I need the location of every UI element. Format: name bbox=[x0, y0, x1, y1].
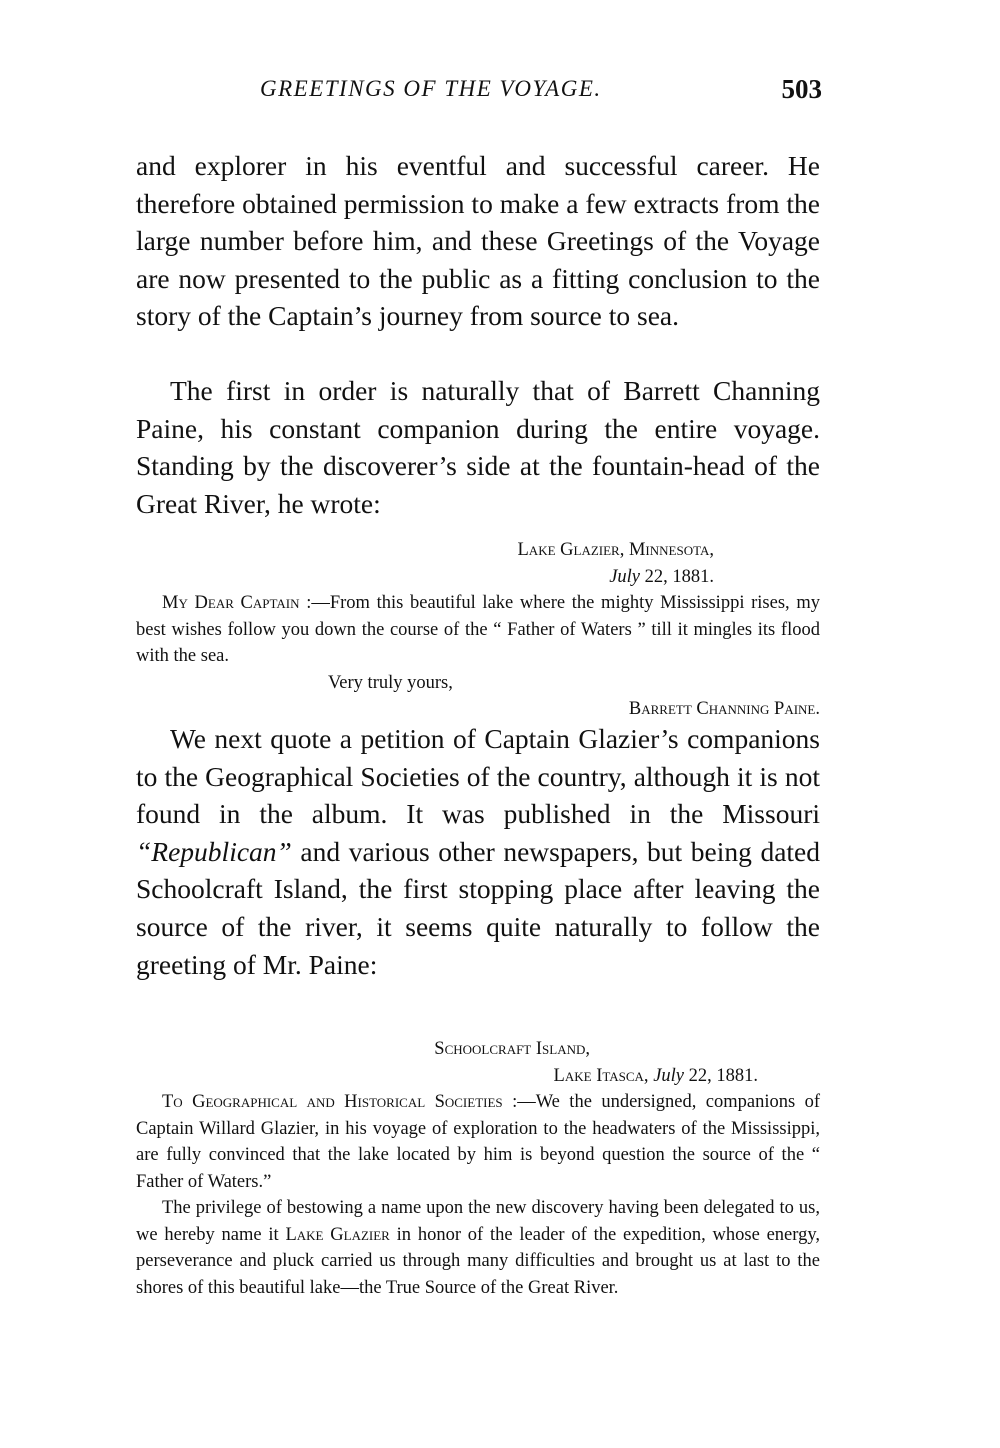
page-number: 503 bbox=[781, 74, 822, 104]
petition-place-2 bbox=[136, 1063, 820, 1090]
petition-body-1 bbox=[136, 1089, 820, 1195]
petition-place-1: Schoolcraft Island, bbox=[434, 1039, 590, 1059]
petition-body-2 bbox=[136, 1195, 820, 1301]
date-rest: 22, 1881. bbox=[640, 566, 714, 587]
petition-salutation: To Geographical and Historical Societies bbox=[162, 1092, 503, 1112]
letter-body bbox=[136, 590, 820, 670]
date-month: July bbox=[609, 566, 640, 587]
running-title: GREETINGS OF THE VOYAGE. bbox=[260, 76, 602, 101]
paragraph-1: and explorer in his eventful and successful career. He therefore obtained permission to make a few extracts from the large number before him, and these Greetings of the Voyage are now presented to the public as a fitting conclusion to the story of the Captain’s journey from source to sea. bbox=[136, 150, 820, 332]
petition-lake-name: Lake Glazier bbox=[285, 1224, 390, 1245]
letter-closing: Very truly yours, bbox=[328, 672, 453, 693]
petition-lake: Lake Itasca, bbox=[553, 1065, 654, 1086]
letter-paine bbox=[136, 537, 820, 723]
petition-text-2b: in honor of the leader of the expedition, whose energy, perseverance and pluck carried us through many difficulties and brought us at last to the shores of this beautiful lake—the True Source of the Great River. bbox=[136, 1224, 821, 1298]
petition-text-2a: The privilege of bestowing a name upon the new discovery having been delegated to us, we hereby name it bbox=[136, 1198, 820, 1245]
letter-place: Lake Glazier, Minnesota, bbox=[517, 540, 714, 560]
letter-salutation: My Dear Captain bbox=[162, 593, 300, 613]
paragraph-3-newspaper: “Republican” bbox=[136, 835, 292, 867]
paragraph-3-before: We next quote a petition of Captain Glazier’s companions to the Geographical Societies of the country, although it is not found in the album. It was published in the Missouri bbox=[136, 723, 820, 830]
letter-petition bbox=[136, 1036, 820, 1301]
page-header bbox=[260, 76, 822, 116]
letter-text: :—From this beautiful lake where the mighty Mississippi rises, my best wishes follow you down the course of the “ Father of Waters ” till it mingles its flood with the sea. bbox=[136, 593, 820, 666]
petition-date-month: July bbox=[653, 1065, 684, 1086]
petition-date-rest: 22, 1881. bbox=[684, 1065, 758, 1086]
paragraph-3-after: and various other newspapers, but being dated Schoolcraft Island, the first stopping place after leaving the source of the river, it seems quite naturally to follow the greeting of Mr. Paine: bbox=[136, 835, 820, 980]
letter-signature: Barrett Channing Paine. bbox=[628, 699, 820, 719]
paragraph-2: The first in order is naturally that of Barrett Channing Paine, his constant companion during the entire voyage. Standing by the discoverer’s side at the fountain-head of the Great River, he wrote: bbox=[136, 375, 820, 519]
letter-date bbox=[136, 564, 820, 591]
petition-text-1: :—We the undersigned, companions of Captain Willard Glazier, in his voyage of exploration to the headwaters of the Mississippi, are fully convinced that the lake located by him is beyond question the source of the “ Father of Waters.” bbox=[136, 1092, 820, 1192]
paragraph-3 bbox=[136, 720, 820, 983]
